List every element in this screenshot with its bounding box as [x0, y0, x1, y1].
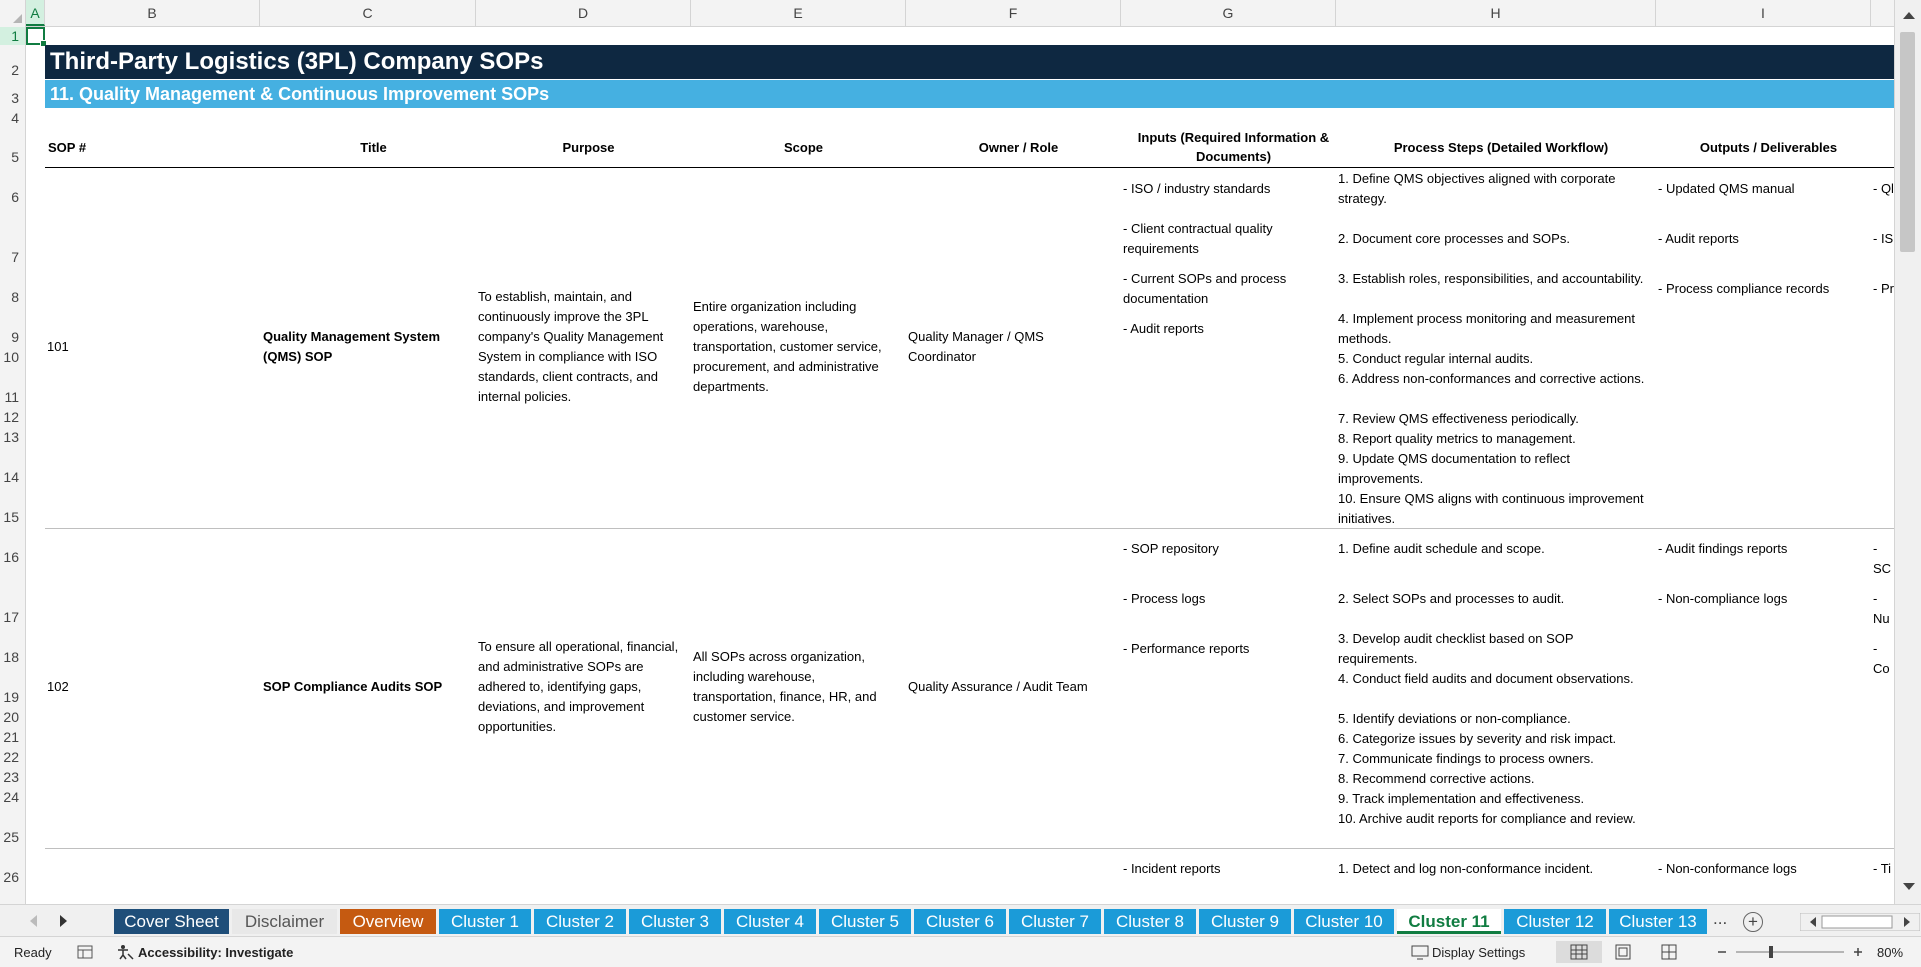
next-column-cell[interactable]: - IS [1873, 231, 1894, 246]
row-header[interactable]: 16 [3, 549, 19, 565]
header-process-steps: Process Steps (Detailed Workflow) [1393, 140, 1609, 155]
column-header-d[interactable]: D [476, 0, 691, 26]
row-header[interactable]: 22 [3, 749, 19, 765]
tab-cluster-10[interactable]: Cluster 10 [1294, 909, 1394, 934]
tab-cluster-4[interactable]: Cluster 4 [724, 909, 816, 934]
tab-cluster-8[interactable]: Cluster 8 [1104, 909, 1196, 934]
output-item[interactable]: - Non-conformance logs [1658, 861, 1797, 876]
header-owner: Owner / Role [978, 140, 1059, 155]
next-sheet-icon[interactable] [60, 915, 67, 927]
column-header-a[interactable]: A [26, 0, 45, 26]
status-bar [0, 936, 1921, 967]
row-header[interactable]: 20 [3, 709, 19, 725]
row-header[interactable]: 5 [11, 149, 19, 165]
process-step[interactable]: 10. Archive audit reports for compliance and review. [1338, 811, 1636, 826]
process-step[interactable]: 7. Review QMS effectiveness periodically. [1338, 411, 1579, 426]
next-column-cell[interactable]: - Nu [1873, 591, 1890, 626]
process-step[interactable]: 8. Report quality metrics to management. [1338, 431, 1576, 446]
tab-cluster-1[interactable]: Cluster 1 [439, 909, 531, 934]
accessibility-icon[interactable] [116, 944, 134, 960]
tab-cluster-5[interactable]: Cluster 5 [819, 909, 911, 934]
sheet-tab-bar [0, 904, 1921, 937]
row-header[interactable]: 4 [11, 110, 19, 126]
sop-owner-cell[interactable]: Quality Manager / QMS Coordinator [908, 329, 1044, 364]
process-step[interactable]: 9. Update QMS documentation to reflect improvements. [1338, 451, 1570, 486]
process-step[interactable]: 9. Track implementation and effectiveness. [1338, 791, 1585, 806]
input-item[interactable]: - Client contractual quality requirements [1123, 221, 1273, 256]
header-outputs: Outputs / Deliverables [1699, 140, 1838, 155]
tab-cluster-12[interactable]: Cluster 12 [1504, 909, 1606, 934]
column-header-g[interactable]: G [1121, 0, 1336, 26]
output-item[interactable]: - Updated QMS manual [1658, 181, 1795, 196]
row-header[interactable]: 2 [11, 62, 19, 78]
ready-status: Ready [14, 945, 52, 960]
input-item[interactable]: - Current SOPs and process documentation [1123, 271, 1287, 306]
sop-owner-cell[interactable]: Quality Assurance / Audit Team [908, 679, 1088, 694]
tab-cluster-2[interactable]: Cluster 2 [534, 909, 626, 934]
row-header[interactable]: 9 [11, 329, 19, 345]
row-header[interactable]: 21 [3, 729, 19, 745]
column-header-bar [0, 0, 1921, 27]
column-header-e[interactable]: E [691, 0, 906, 26]
next-column-cell[interactable]: - Ti [1873, 861, 1892, 876]
row-header[interactable]: 11 [4, 389, 19, 405]
row-header[interactable]: 26 [3, 869, 19, 885]
next-column-cell[interactable]: - Co [1873, 641, 1890, 676]
process-step[interactable]: 6. Categorize issues by severity and risk impact. [1338, 731, 1617, 746]
cell-mode-icon[interactable] [77, 945, 93, 959]
column-header-f[interactable]: F [906, 0, 1121, 26]
horizontal-scrollbar[interactable] [1800, 913, 1920, 931]
row-header[interactable]: 3 [11, 90, 19, 106]
zoom-level[interactable]: 80% [1877, 945, 1904, 960]
column-header-h[interactable]: H [1336, 0, 1656, 26]
input-item[interactable]: - Performance reports [1123, 641, 1250, 656]
zoom-slider[interactable] [1716, 944, 1864, 960]
process-step[interactable]: 5. Identify deviations or non-compliance. [1338, 711, 1571, 726]
scroll-down-icon[interactable] [1903, 883, 1915, 890]
process-step[interactable]: 2. Document core processes and SOPs. [1338, 231, 1570, 246]
tab-cluster-11[interactable]: Cluster 11 [1397, 909, 1501, 934]
sop-purpose-cell[interactable]: To establish, maintain, and continuously improve the 3PL company's Quality Management System in compliance with ISO standards, client contracts, and internal policies. [478, 289, 664, 404]
input-item[interactable]: - Incident reports [1123, 861, 1221, 876]
row-header[interactable]: 23 [3, 769, 19, 785]
row-header[interactable]: 1 [0, 27, 25, 45]
tab-cover-sheet[interactable]: Cover Sheet [114, 909, 229, 934]
row-header[interactable]: 7 [11, 249, 19, 265]
row-divider [45, 528, 1895, 529]
section-subtitle: 11. Quality Management & Continuous Improvement SOPs [45, 80, 1895, 108]
sop-purpose-cell[interactable]: To ensure all operational, financial, and administrative SOPs are adhered to, identifying gaps, deviations, and improvement opportunities. [478, 639, 679, 734]
sop-scope-cell[interactable]: All SOPs across organization, including warehouse, transportation, finance, HR, and customer service. [693, 649, 877, 724]
worksheet-grid[interactable] [26, 27, 1895, 904]
next-column-cell[interactable]: - Ql [1873, 181, 1894, 196]
row-header[interactable]: 19 [3, 689, 19, 705]
process-step[interactable]: 4. Conduct field audits and document observations. [1338, 671, 1634, 686]
tab-cluster-7[interactable]: Cluster 7 [1009, 909, 1101, 934]
row-header[interactable]: 15 [3, 509, 19, 525]
sop-scope-cell[interactable]: Entire organization including operations, warehouse, transportation, customer service, procurement, and administrative departments. [693, 299, 882, 394]
tab-cluster-13[interactable]: Cluster 13 [1609, 909, 1707, 934]
header-scope: Scope [783, 140, 823, 155]
input-item[interactable]: - SOP repository [1123, 541, 1219, 556]
process-step[interactable]: 7. Communicate findings to process owners. [1338, 751, 1594, 766]
row-header[interactable]: 10 [3, 349, 19, 365]
next-column-cell[interactable]: - SC [1873, 541, 1892, 576]
process-step[interactable]: 1. Detect and log non-conformance incident. [1338, 861, 1594, 876]
normal-view-icon[interactable] [1556, 941, 1602, 963]
input-item[interactable]: - Audit reports [1123, 321, 1204, 336]
process-step[interactable]: 2. Select SOPs and processes to audit. [1338, 591, 1565, 606]
sop-number-cell[interactable]: 101 [47, 339, 69, 354]
row-divider [45, 848, 1895, 849]
scroll-thumb[interactable] [1900, 32, 1915, 252]
row-header[interactable]: 6 [11, 189, 19, 205]
tab-disclaimer[interactable]: Disclaimer [232, 909, 337, 934]
header-sop-number: SOP # [48, 140, 87, 155]
process-step[interactable]: 10. Ensure QMS aligns with continuous improvement initiatives. [1338, 491, 1644, 526]
row-header[interactable]: 14 [3, 469, 19, 485]
row-header[interactable]: 24 [3, 789, 19, 805]
tab-overview[interactable]: Overview [340, 909, 436, 934]
column-header-c[interactable]: C [260, 0, 476, 26]
page-layout-icon[interactable] [1614, 944, 1632, 960]
row-header-bar [0, 26, 26, 904]
sop-title-cell[interactable]: Quality Management System (QMS) SOP [263, 329, 440, 364]
row-header[interactable]: 25 [3, 829, 19, 845]
header-inputs: Inputs (Required Information & Documents) [1137, 130, 1330, 164]
output-item[interactable]: - Audit findings reports [1658, 541, 1788, 556]
header-purpose: Purpose [562, 140, 615, 155]
page-break-icon[interactable] [1660, 944, 1678, 960]
display-settings-icon[interactable] [1411, 945, 1429, 960]
process-step[interactable]: 3. Establish roles, responsibilities, and accountability. [1338, 271, 1644, 286]
sop-title-cell[interactable]: SOP Compliance Audits SOP [263, 679, 443, 694]
column-header-b[interactable]: B [45, 0, 260, 26]
process-step[interactable]: 8. Recommend corrective actions. [1338, 771, 1535, 786]
tab-cluster-9[interactable]: Cluster 9 [1199, 909, 1291, 934]
input-item[interactable]: - ISO / industry standards [1123, 181, 1271, 196]
process-step[interactable]: 1. Define QMS objectives aligned with corporate strategy. [1338, 171, 1616, 206]
vertical-scrollbar[interactable] [1894, 0, 1921, 904]
process-step[interactable]: 1. Define audit schedule and scope. [1338, 541, 1545, 556]
column-header-i[interactable]: I [1656, 0, 1871, 26]
process-step[interactable]: 3. Develop audit checklist based on SOP requirements. [1338, 631, 1574, 666]
active-cell-a1[interactable] [26, 27, 45, 45]
select-all-button[interactable] [0, 0, 26, 26]
row-header[interactable]: 18 [3, 649, 19, 665]
accessibility-status[interactable]: Accessibility: Investigate [138, 945, 294, 960]
add-sheet-icon[interactable]: + [1743, 912, 1763, 932]
row-header[interactable]: 13 [3, 429, 19, 445]
row-header[interactable]: 17 [3, 609, 19, 625]
tab-cluster-6[interactable]: Cluster 6 [914, 909, 1006, 934]
process-step[interactable]: 4. Implement process monitoring and measurement methods. [1338, 311, 1635, 346]
input-item[interactable]: - Process logs [1123, 591, 1206, 606]
output-item[interactable]: - Audit reports [1658, 231, 1739, 246]
header-divider [45, 167, 1895, 168]
sheet-title: Third-Party Logistics (3PL) Company SOPs [45, 45, 1895, 79]
tab-cluster-3[interactable]: Cluster 3 [629, 909, 721, 934]
header-title: Title [360, 140, 387, 155]
process-step[interactable]: 6. Address non-conformances and corrective actions. [1338, 371, 1645, 386]
next-column-cell[interactable]: - Pr [1873, 281, 1894, 296]
row-header[interactable]: 12 [3, 409, 19, 425]
output-item[interactable]: - Non-compliance logs [1658, 591, 1788, 606]
prev-sheet-icon[interactable] [30, 915, 37, 927]
sop-number-cell[interactable]: 102 [47, 679, 69, 694]
display-settings-button[interactable]: Display Settings [1432, 945, 1526, 960]
row-header[interactable]: 8 [11, 289, 19, 305]
output-item[interactable]: - Process compliance records [1658, 281, 1830, 296]
more-tabs-button[interactable]: ... [1713, 909, 1728, 928]
process-step[interactable]: 5. Conduct regular internal audits. [1338, 351, 1534, 366]
scroll-up-icon[interactable] [1903, 12, 1915, 19]
